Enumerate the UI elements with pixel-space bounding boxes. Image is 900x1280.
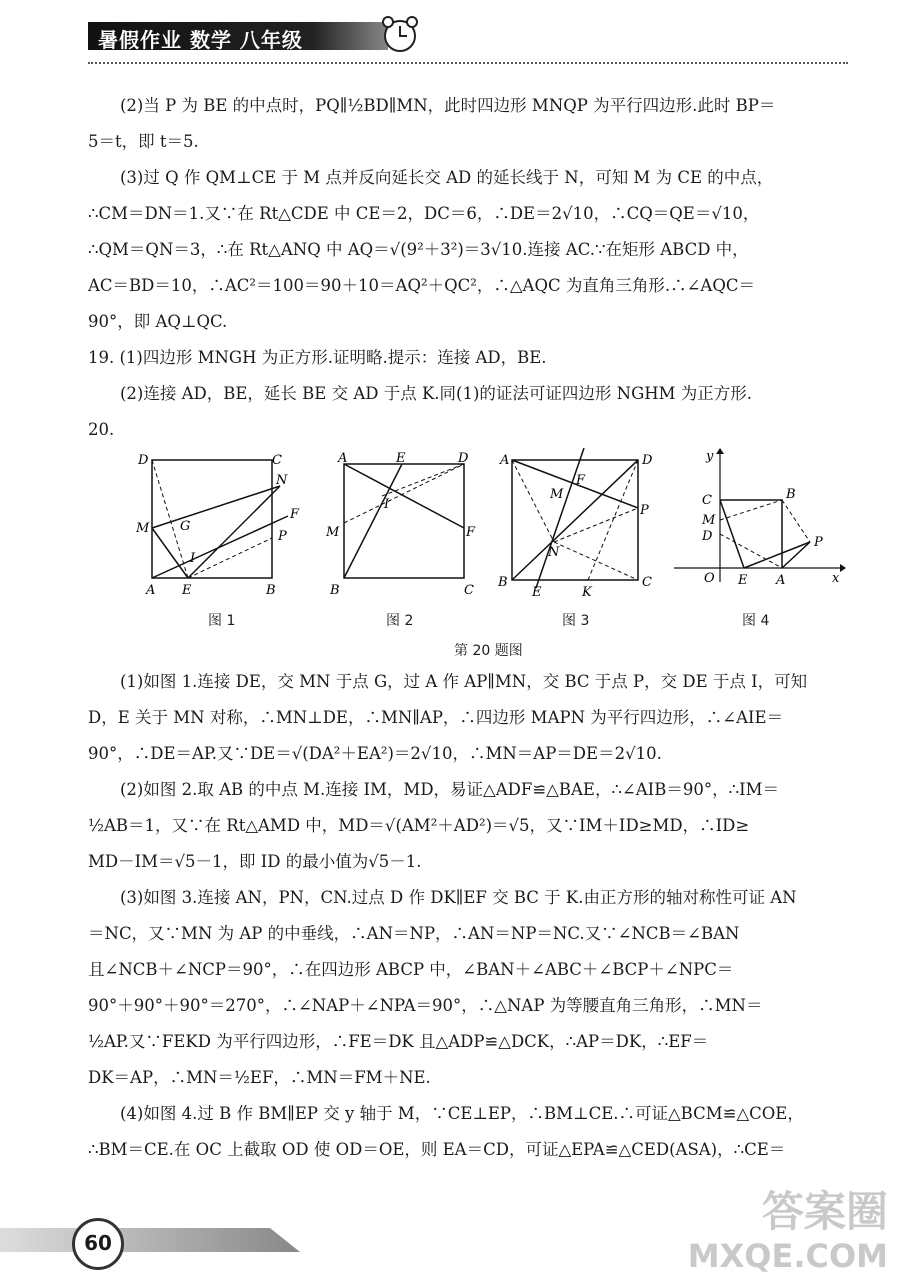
- point-label: N: [548, 545, 560, 560]
- point-label: C: [464, 583, 474, 598]
- text-line: (1)如图 1.连接 DE，交 MN 于点 G，过 A 作 AP∥MN，交 BC 于点 P，交 DE 于点 I，可知: [120, 672, 808, 691]
- text-line: 90°，即 AQ⊥QC.: [88, 312, 228, 331]
- figure-1: [130, 448, 310, 618]
- text-line: (3)如图 3.连接 AN，PN，CN.过点 D 作 DK∥EF 交 BC 于 K.由正方形的轴对称性可证 AN: [120, 888, 797, 907]
- point-label: x: [832, 571, 840, 586]
- point-label: C: [642, 575, 652, 590]
- point-label: y: [706, 449, 714, 464]
- point-label: B: [266, 583, 276, 598]
- point-label: D: [642, 453, 653, 468]
- text-line: ∴CM＝DN＝1.又∵在 Rt△CDE 中 CE＝2，DC＝6，∴DE＝2√10，∴CQ＝QE＝√10，: [88, 204, 760, 223]
- point-label: M: [702, 513, 716, 528]
- point-label: F: [290, 507, 300, 522]
- text-line: 且∠NCB＋∠NCP＝90°，∴在四边形 ABCP 中，∠BAN＋∠ABC＋∠BCP＋∠NPC＝: [88, 960, 734, 979]
- page-number: 60: [72, 1218, 124, 1270]
- point-label: I: [190, 551, 196, 566]
- point-label: E: [738, 573, 748, 588]
- text-line: ∴BM＝CE.在 OC 上截取 OD 使 OD＝OE，则 EA＝CD，可证△EPA≌△CED(ASA)，∴CE＝: [88, 1140, 786, 1159]
- figure-4: [670, 448, 850, 618]
- point-label: O: [704, 571, 715, 586]
- text-line: (3)过 Q 作 QM⊥CE 于 M 点并反向延长交 AD 的延长线于 N，可知 M 为 CE 的中点，: [120, 168, 774, 187]
- point-label: E: [396, 451, 406, 466]
- page-footer: [0, 1218, 300, 1258]
- watermark-url: MXQE.COM: [687, 1237, 888, 1275]
- point-label: E: [182, 583, 192, 598]
- point-label: D: [138, 453, 149, 468]
- text-line: 90°＋90°＋90°＝270°，∴∠NAP＋∠NPA＝90°，∴△NAP 为等腰直角三角形，∴MN＝: [88, 996, 763, 1015]
- text-line: 5＝t，即 t＝5.: [88, 132, 199, 151]
- figure-label: 图 3: [562, 613, 590, 629]
- text-line: (2)当 P 为 BE 的中点时，PQ∥½BD∥MN，此时四边形 MNQP 为平行四边形.此时 BP＝: [120, 96, 776, 115]
- figure-caption: 第 20 题图: [454, 643, 523, 659]
- text-line: ∴QM＝QN＝3，∴在 Rt△ANQ 中 AQ＝√(9²＋3²)＝3√10.连接 AC.∵在矩形 ABCD 中，: [88, 240, 749, 259]
- figure-2: [322, 448, 482, 618]
- point-label: C: [272, 453, 282, 468]
- text-line: 19. (1)四边形 MNGH 为正方形.证明略.提示：连接 AD，BE.: [88, 348, 547, 367]
- text-line: MD－IM＝√5－1，即 ID 的最小值为√5－1.: [88, 852, 422, 871]
- point-label: I: [384, 497, 390, 512]
- point-label: D: [702, 529, 713, 544]
- point-label: C: [702, 493, 712, 508]
- point-label: D: [458, 451, 469, 466]
- page-header: [88, 14, 418, 54]
- point-label: F: [576, 473, 586, 488]
- point-label: P: [278, 529, 287, 544]
- point-label: P: [640, 503, 649, 518]
- point-label: M: [136, 521, 150, 536]
- text-line: (4)如图 4.过 B 作 BM∥EP 交 y 轴于 M，∵CE⊥EP，∴BM⊥CE.∴可证△BCM≌△COE，: [120, 1104, 804, 1123]
- figure-label: 图 2: [386, 613, 414, 629]
- text-line: D，E 关于 MN 对称，∴MN⊥DE，∴MN∥AP，∴四边形 MAPN 为平行四边形，∴∠AIE＝: [88, 708, 784, 727]
- header-title: 暑假作业 数学 八年级: [98, 28, 303, 52]
- figure-label: 图 4: [742, 613, 770, 629]
- point-label: M: [550, 487, 564, 502]
- text-line: 20.: [88, 420, 115, 439]
- point-label: A: [776, 573, 786, 588]
- text-line: AC＝BD＝10，∴AC²＝100＝90＋10＝AQ²＋QC²，∴△AQC 为直角三角形.∴∠AQC＝: [88, 276, 755, 295]
- text-line: ½AP.又∵FEKD 为平行四边形，∴FE＝DK 且△ADP≌△DCK，∴AP＝DK，∴EF＝: [88, 1032, 709, 1051]
- point-label: A: [338, 451, 348, 466]
- point-label: B: [498, 575, 508, 590]
- point-label: B: [330, 583, 340, 598]
- point-label: P: [814, 535, 823, 550]
- point-label: M: [326, 525, 340, 540]
- watermark-text: 答案圈: [761, 1187, 888, 1236]
- alarm-clock-icon: [378, 14, 422, 54]
- solution-text-top: [88, 88, 860, 448]
- point-label: F: [466, 525, 476, 540]
- header-divider: [88, 62, 848, 64]
- watermark: [687, 1187, 888, 1278]
- point-label: B: [786, 487, 796, 502]
- text-line: ＝NC，又∵MN 为 AP 的中垂线，∴AN＝NP，∴AN＝NP＝NC.又∵∠NCB＝∠BAN: [88, 924, 740, 943]
- footer-bar: [0, 1228, 300, 1252]
- text-line: (2)如图 2.取 AB 的中点 M.连接 IM，MD，易证△ADF≌△BAE，∴∠AIB＝90°，∴IM＝: [120, 780, 779, 799]
- figures-area: [130, 448, 850, 668]
- point-label: A: [146, 583, 156, 598]
- text-line: (2)连接 AD，BE，延长 BE 交 AD 于点 K.同(1)的证法可证四边形 NGHM 为正方形.: [120, 384, 753, 403]
- point-label: A: [500, 453, 510, 468]
- point-label: K: [582, 585, 592, 600]
- text-line: ½AB＝1，又∵在 Rt△AMD 中，MD＝√(AM²＋AD²)＝√5，又∵IM＋ID≥MD，∴ID≥: [88, 816, 750, 835]
- point-label: G: [180, 519, 191, 534]
- solution-text-bottom: [88, 664, 860, 1168]
- text-line: 90°，∴DE＝AP.又∵DE＝√(DA²＋EA²)＝2√10，∴MN＝AP＝DE＝2√10.: [88, 744, 662, 763]
- figure-label: 图 1: [208, 613, 236, 629]
- point-label: E: [532, 585, 542, 600]
- figure-3: [492, 448, 662, 618]
- point-label: N: [276, 473, 288, 488]
- text-line: DK＝AP，∴MN＝½EF，∴MN＝FM＋NE.: [88, 1068, 431, 1087]
